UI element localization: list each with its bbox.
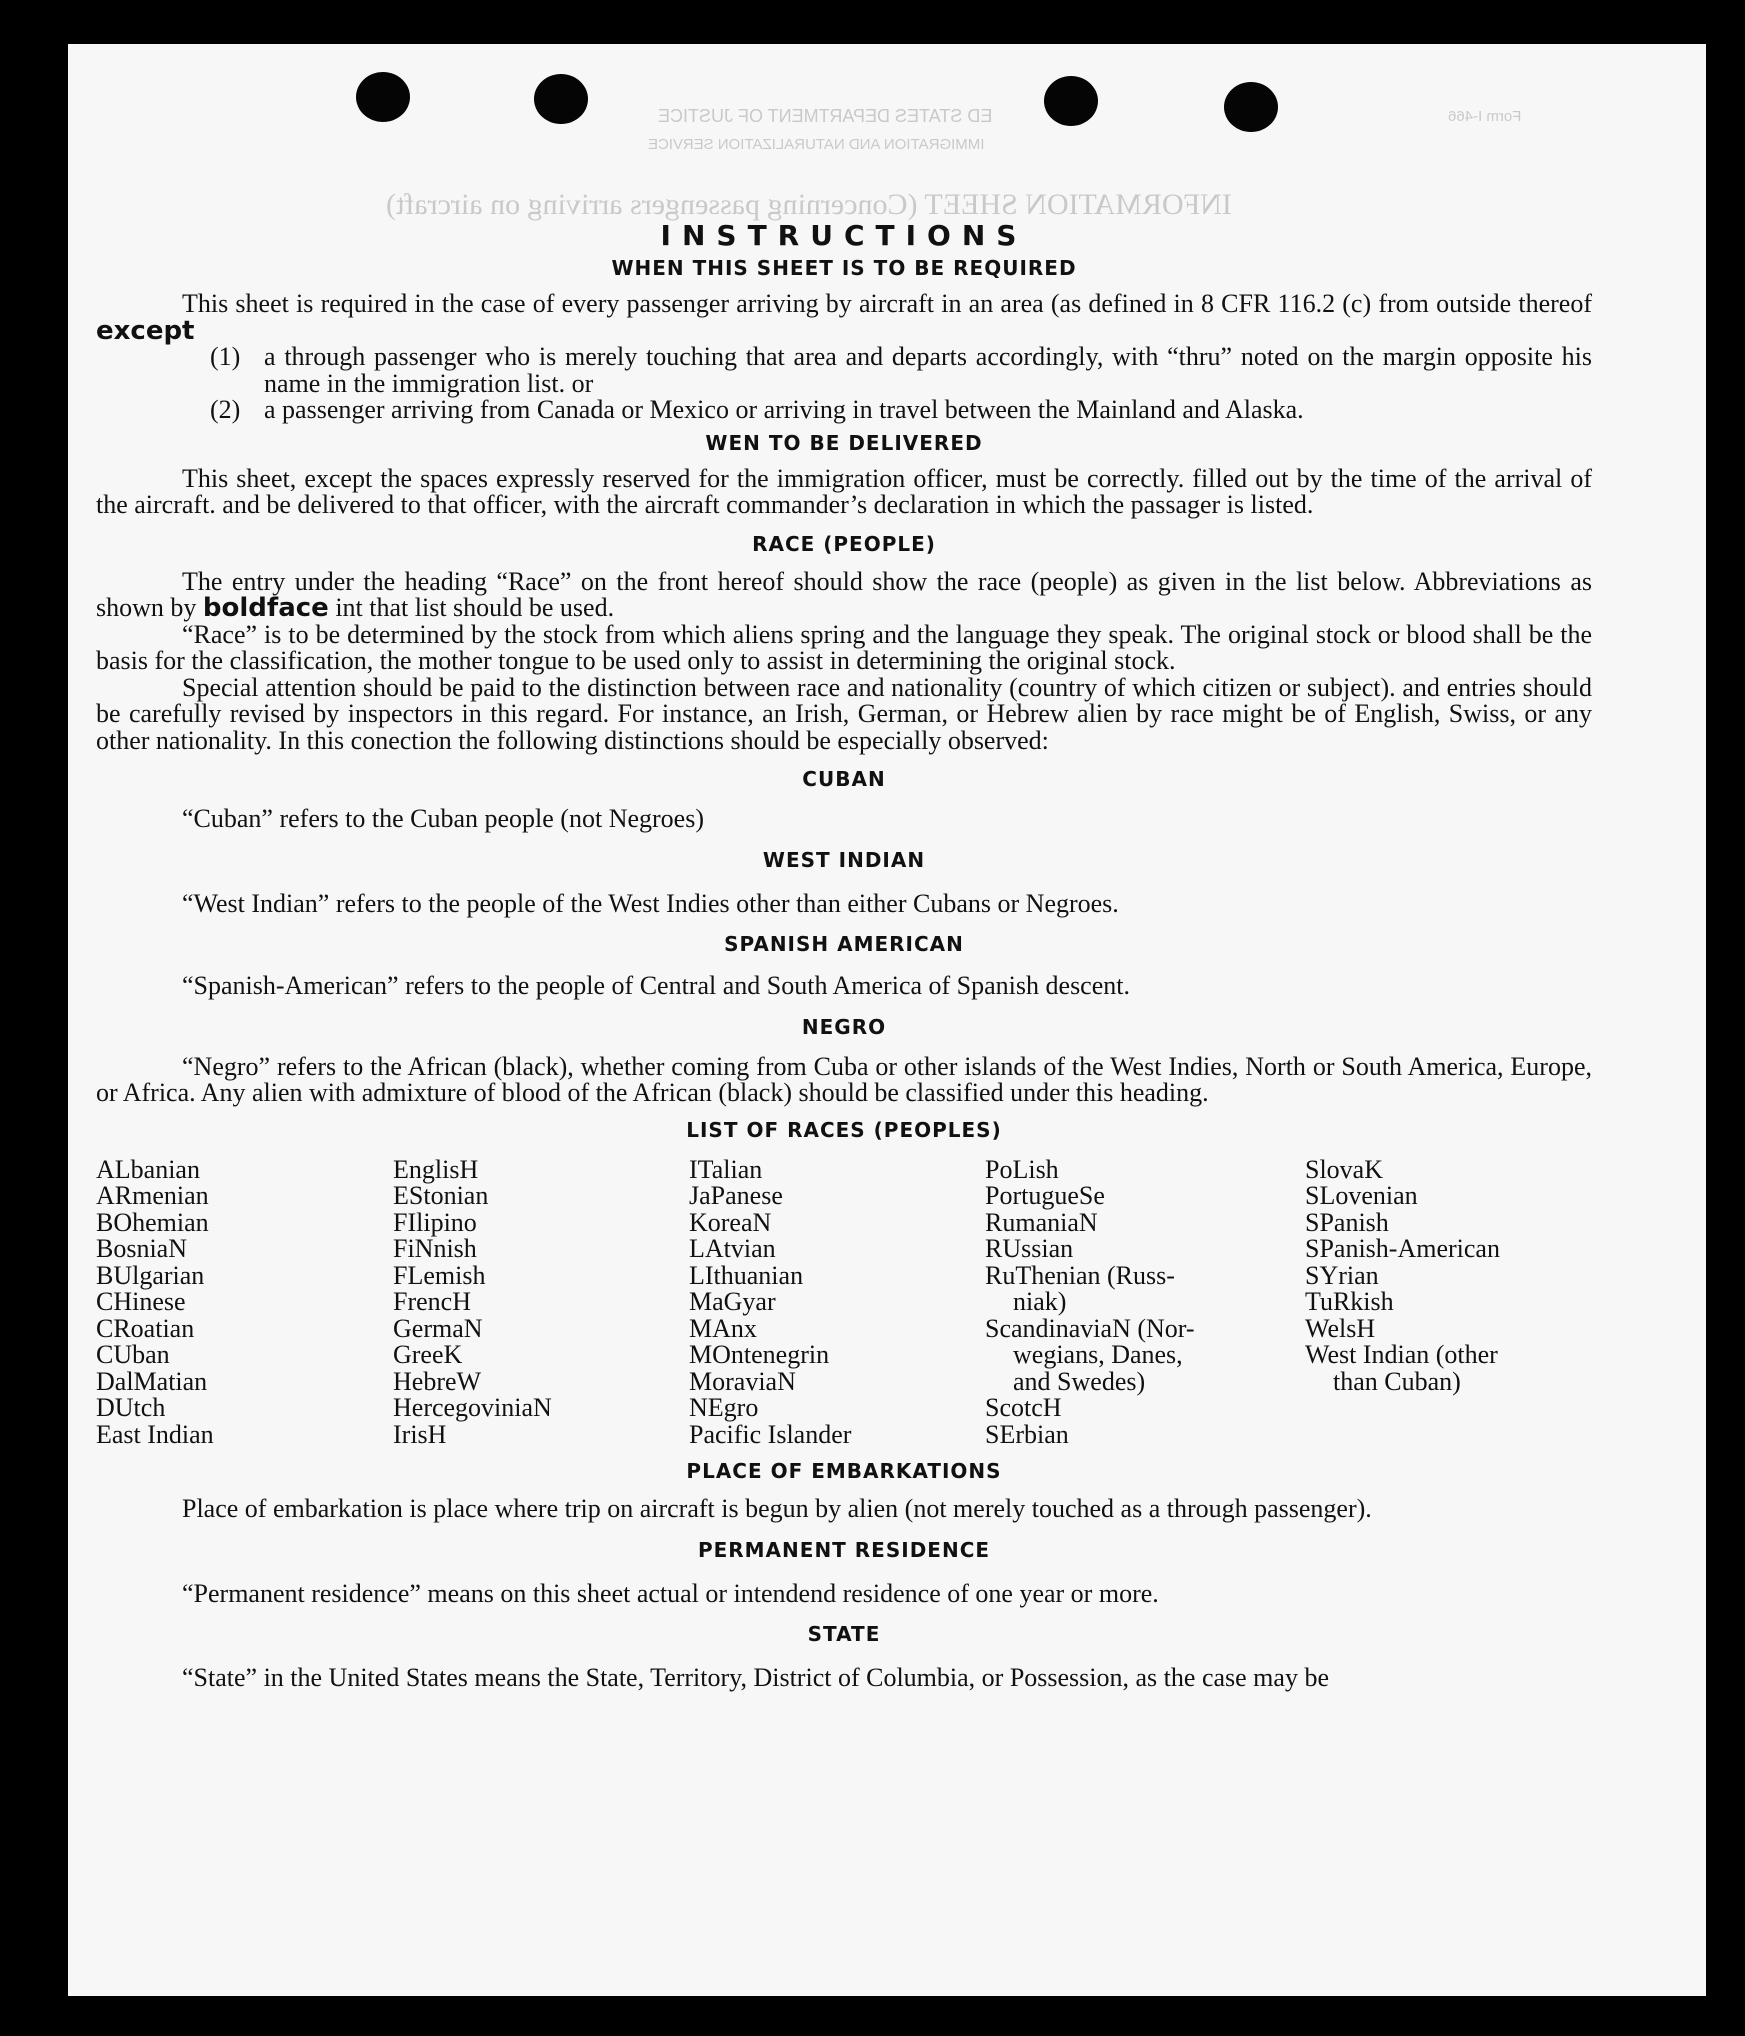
cuban-definition: “Cuban” refers to the Cuban people (not Negroes): [182, 804, 704, 833]
race-item: SErbian: [985, 1419, 1069, 1449]
race-item: DalMatian: [96, 1366, 208, 1396]
race-item: West Indian (other: [1305, 1340, 1498, 1369]
race-item: MOntenegrin: [689, 1340, 830, 1369]
race-item: MoraviaN: [689, 1366, 796, 1396]
race-item: Pacific Islander: [689, 1419, 852, 1449]
exception-item-1-number: (1): [210, 342, 241, 371]
race-item: IrisH: [393, 1419, 447, 1449]
exception-item-1: [210, 344, 1592, 397]
race-item: JaPanese: [689, 1181, 783, 1210]
race-item: FrencH: [393, 1287, 471, 1316]
race-item: ITalian: [689, 1154, 763, 1184]
race-item-continuation: wegians, Danes,: [1013, 1340, 1183, 1369]
race-paragraph-1-b: int that list should be used.: [335, 593, 615, 622]
spanish-american-definition: “Spanish-American” refers to the people of Central and South America of Spanish descent.: [182, 971, 1130, 1000]
race-item: CHinese: [96, 1287, 186, 1316]
bleed-through-title: INFORMATION SHEET (Concerning passengers arriving on aircraft): [386, 188, 1232, 221]
race-item: RuThenian (Russ-: [985, 1260, 1175, 1290]
race-item: KoreaN: [689, 1207, 772, 1237]
race-paragraph-3: Special attention should be paid to the distinction between race and nationality (country of which citizen or subject). and entries should be carefully revised by inspectors in this regard. For instance, an Irish, German, or Hebrew alien by race might be of English, Swiss, or any other nationality. In this conection the following distinctions should be especially observed:: [96, 672, 1592, 755]
race-item: LAtvian: [689, 1234, 776, 1263]
heading-state: STATE: [807, 1622, 881, 1646]
exception-item-2: [210, 397, 1592, 424]
race-item: NEgro: [689, 1393, 759, 1422]
heading-when-delivered: WEN TO BE DELIVERED: [705, 430, 983, 455]
race-paragraph-1: [96, 566, 1592, 623]
instructions-body: [96, 179, 1592, 1692]
race-item: BosniaN: [96, 1234, 187, 1263]
exception-item-2-number: (2): [210, 395, 241, 424]
race-item: RUssian: [985, 1234, 1074, 1263]
heading-west-indian: WEST INDIAN: [762, 847, 926, 872]
when-required-intro-text: This sheet is required in the case of every passenger arriving by aircraft in an area (as defined in 8 CFR 116.2 (c) from outside thereof: [182, 289, 1592, 318]
boldface-keyword: boldface: [202, 593, 329, 623]
heading-race: RACE (PEOPLE): [752, 531, 936, 556]
race-item: East Indian: [96, 1419, 214, 1449]
race-item: FiNnish: [393, 1234, 477, 1263]
punch-hole-4: [1224, 82, 1278, 132]
race-paragraph-1-a: The entry under the heading “Race” on the front hereof should show the race (people) as given in the list below. Abbreviations as shown by: [96, 566, 1592, 622]
race-item: HercegoviniaN: [393, 1393, 552, 1422]
punch-hole-1: [356, 72, 410, 122]
race-item: EStonian: [393, 1181, 489, 1210]
race-item: PoLish: [985, 1154, 1059, 1184]
race-item: ARmenian: [96, 1181, 209, 1210]
bleed-through-form: Form I-466: [1448, 108, 1522, 125]
race-item: PortugueSe: [985, 1181, 1105, 1210]
race-item: BOhemian: [96, 1207, 209, 1237]
race-item: ScotcH: [985, 1393, 1062, 1422]
state-definition: “State” in the United States means the State, Territory, District of Columbia, or Possession, as the case may be: [182, 1663, 1329, 1692]
race-item: FIlipino: [393, 1207, 477, 1237]
heading-cuban: CUBAN: [802, 767, 886, 791]
embarkation-definition: Place of embarkation is place where trip on aircraft is begun by alien (not merely touched as a through passenger).: [182, 1494, 1372, 1523]
heading-when-required: WHEN THIS SHEET IS TO BE REQUIRED: [611, 256, 1077, 280]
page-title: INSTRUCTIONS: [660, 219, 1028, 252]
punch-hole-2: [534, 74, 588, 124]
race-item: GreeK: [393, 1340, 463, 1369]
race-item: CRoatian: [96, 1313, 195, 1343]
race-item: TuRkish: [1305, 1287, 1394, 1316]
race-item-continuation: niak): [1013, 1287, 1067, 1316]
negro-definition: “Negro” refers to the African (black), whether coming from Cuba or other islands of the West Indies, North or South America, Europe, or Africa. Any alien with admixture of blood of the African (black) should be classified under this heading.: [96, 1051, 1592, 1107]
race-item-continuation: and Swedes): [1013, 1366, 1146, 1396]
race-item: RumaniaN: [985, 1207, 1098, 1237]
race-column-1: [96, 1154, 393, 1449]
race-paragraph-2: “Race” is to be determined by the stock from which aliens spring and the language they speak. The original stock or blood shall be the basis for the classification, the mother tongue to be used only to assist in determining the original stock.: [96, 619, 1592, 675]
exception-item-2-text: a passenger arriving from Canada or Mexico or arriving in travel between the Mainland and Alaska.: [264, 395, 1304, 424]
race-item: FLemish: [393, 1260, 486, 1290]
race-item: ALbanian: [96, 1154, 200, 1184]
bleed-through-agency: ED STATES DEPARTMENT OF JUSTICE: [658, 106, 993, 126]
race-column-5: [1305, 1154, 1565, 1449]
heading-embarkation: PLACE OF EMBARKATIONS: [686, 1459, 1002, 1483]
punch-hole-3: [1044, 76, 1098, 126]
race-item: CUban: [96, 1340, 170, 1369]
heading-spanish-american: SPANISH AMERICAN: [724, 932, 964, 956]
when-required-intro: [96, 291, 1592, 344]
race-column-2: [393, 1154, 689, 1449]
race-item: DUtch: [96, 1393, 166, 1422]
bleed-through-service: IMMIGRATION AND NATURALIZATION SERVICE: [648, 136, 985, 153]
race-item: SlovaK: [1305, 1154, 1383, 1184]
heading-list-of-races: LIST OF RACES (PEOPLES): [686, 1117, 1002, 1142]
heading-negro: NEGRO: [801, 1014, 887, 1039]
west-indian-definition: “West Indian” refers to the people of the West Indies other than either Cubans or Negroes.: [182, 888, 1119, 918]
race-list: [96, 1154, 1592, 1449]
race-item: SPanish-American: [1305, 1234, 1500, 1263]
race-item-continuation: than Cuban): [1333, 1366, 1461, 1396]
except-keyword: except: [96, 315, 195, 346]
race-item: EnglisH: [393, 1154, 479, 1184]
when-delivered-text: This sheet, except the spaces expressly reserved for the immigration officer, must be correctly. filled out by the time of the arrival of the aircraft. and be delivered to that officer, with the aircraft commander’s declaration in which the passager is listed.: [96, 463, 1592, 519]
race-item: SPanish: [1305, 1207, 1389, 1237]
race-item: LIthuanian: [689, 1260, 804, 1290]
race-item: WelsH: [1305, 1313, 1376, 1343]
race-item: GermaN: [393, 1313, 483, 1343]
heading-permanent-residence: PERMANENT RESIDENCE: [697, 1537, 991, 1562]
race-item: HebreW: [393, 1366, 482, 1396]
document-page: [68, 44, 1706, 1996]
race-column-3: [689, 1154, 985, 1449]
race-item: MAnx: [689, 1313, 757, 1343]
race-item: ScandinaviaN (Nor-: [985, 1313, 1195, 1343]
race-item: MaGyar: [689, 1287, 776, 1316]
exception-item-1-text: a through passenger who is merely touching that area and departs accordingly, with “thru” noted on the margin opposite his name in the immigration list. or: [264, 342, 1592, 398]
race-item: SYrian: [1305, 1260, 1379, 1290]
race-item: BUlgarian: [96, 1260, 205, 1290]
race-item: SLovenian: [1305, 1181, 1418, 1210]
race-column-4: [985, 1154, 1305, 1449]
residence-definition: “Permanent residence” means on this sheet actual or intendend residence of one year or more.: [182, 1578, 1159, 1608]
